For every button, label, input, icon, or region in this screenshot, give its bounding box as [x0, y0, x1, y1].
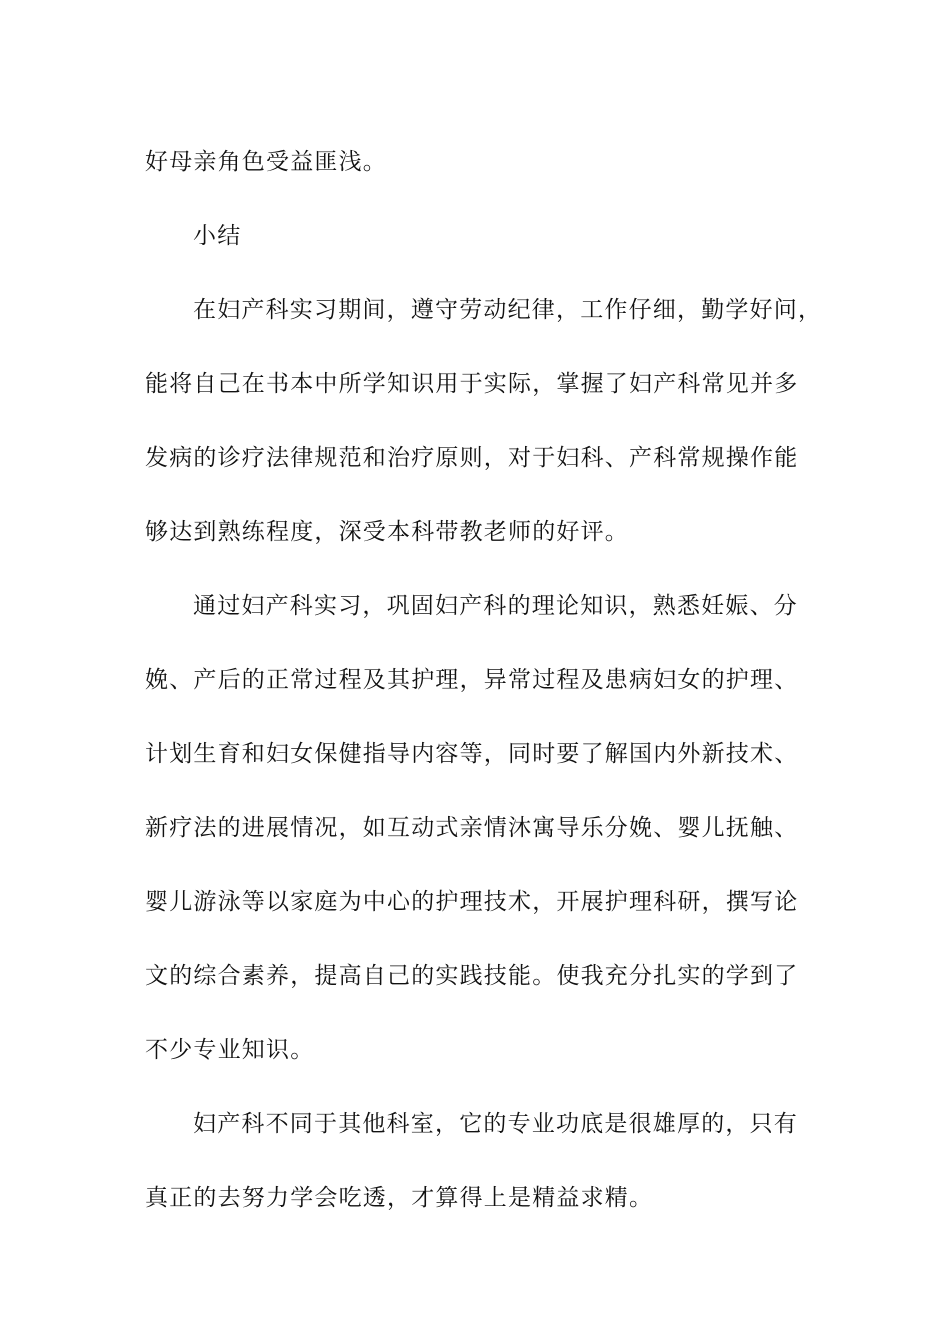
- text-line: 文的综合素养，提高自己的实践技能。使我充分扎实的学到了: [145, 963, 799, 989]
- text-line: 新疗法的进展情况，如互动式亲情沐寓导乐分娩、婴儿抚触、: [145, 815, 799, 841]
- text-line: 妇产科不同于其他科室，它的专业功底是很雄厚的，只有: [193, 1111, 798, 1137]
- text-line: 发病的诊疗法律规范和治疗原则，对于妇科、产科常规操作能: [145, 445, 799, 471]
- text-line: 通过妇产科实习，巩固妇产科的理论知识，熟悉妊娠、分: [193, 593, 798, 619]
- text-line: 好母亲角色受益匪浅。: [145, 149, 387, 175]
- text-line: 计划生育和妇女保健指导内容等，同时要了解国内外新技术、: [145, 741, 799, 767]
- text-line: 婴儿游泳等以家庭为中心的护理技术，开展护理科研，撰写论: [145, 889, 799, 915]
- body-text: [145, 125, 825, 1235]
- text-line: 在妇产科实习期间，遵守劳动纪律，工作仔细，勤学好问，: [193, 297, 823, 323]
- text-line: 真正的去努力学会吃透，才算得上是精益求精。: [145, 1185, 654, 1211]
- text-line: 够达到熟练程度，深受本科带教老师的好评。: [145, 519, 629, 545]
- section-heading: 小结: [193, 223, 242, 249]
- text-line: 娩、产后的正常过程及其护理，异常过程及患病妇女的护理、: [145, 667, 799, 693]
- text-line: 能将自己在书本中所学知识用于实际，掌握了妇产科常见并多: [145, 371, 799, 397]
- text-line: 不少专业知识。: [145, 1037, 315, 1063]
